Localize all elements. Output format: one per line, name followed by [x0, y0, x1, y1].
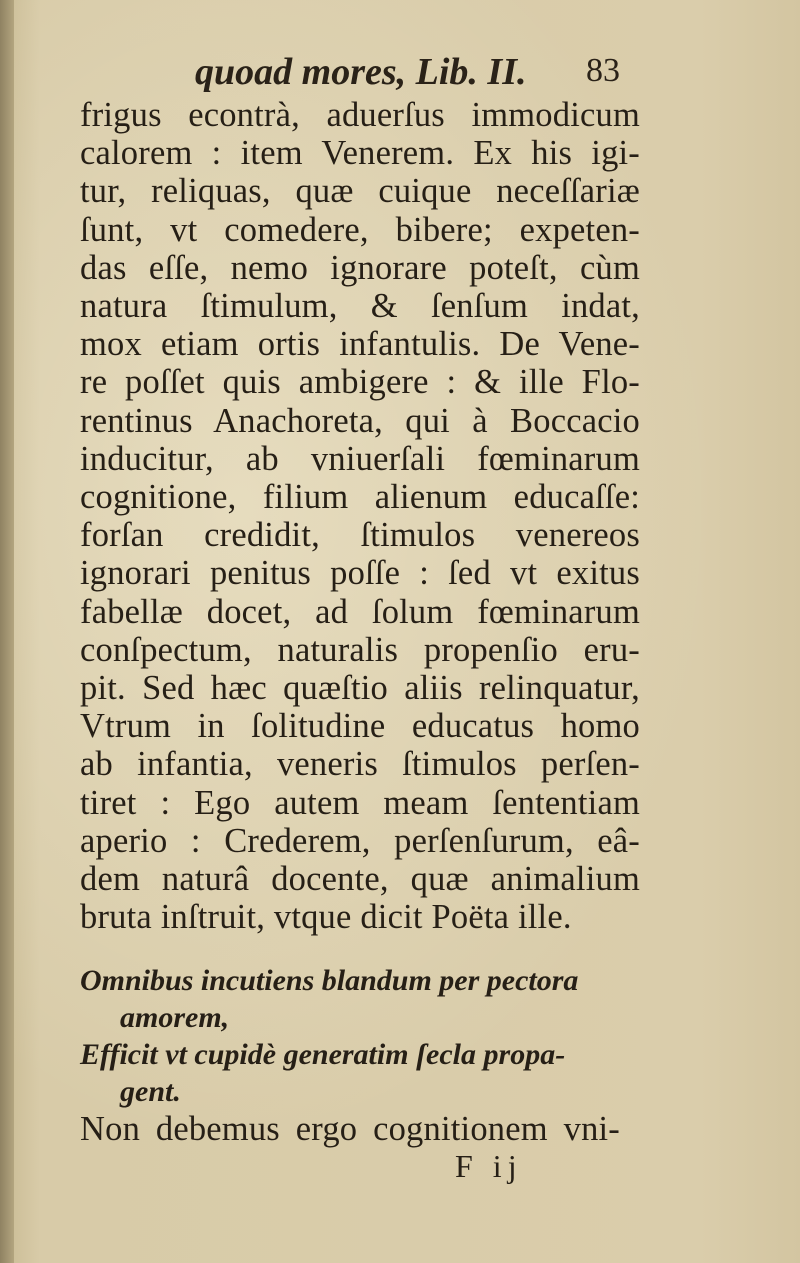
- text-line: fabellæ docet, ad ſolum fœminarum: [80, 592, 640, 631]
- text-line: ignorari penitus poſſe : ſed vt exitus: [80, 554, 640, 593]
- verse-line: Efficit vt cupidè generatim ſecla propa-: [80, 1038, 566, 1071]
- text-line: ab infantia, veneris ſtimulos perſen-: [80, 745, 640, 784]
- signature-mark: F ij: [455, 1148, 523, 1184]
- text-line: tiret : Ego autem meam ſententiam: [80, 783, 640, 822]
- main-text: [80, 96, 640, 936]
- text-line: cognitione, filium alienum educaſſe:: [80, 478, 640, 517]
- text-line: tur, reliquas, quæ cuique neceſſariæ: [80, 172, 640, 211]
- text-line: natura ſtimulum, & ſenſum indat,: [80, 287, 640, 326]
- closing-text: [80, 1110, 620, 1148]
- text-line: inducitur, ab vniuerſali fœminarum: [80, 439, 640, 478]
- text-line: bruta inſtruit, vtque dicit Poëta ille.: [80, 898, 572, 937]
- text-line: Non debemus ergo cognitionem vni-: [80, 1110, 620, 1148]
- text-line: rentinus Anachoreta, qui à Boccacio: [80, 401, 640, 440]
- text-line: re poſſet quis ambigere : & ille Flo-: [80, 363, 640, 402]
- text-line: ſunt, vt comedere, bibere; expeten-: [80, 210, 640, 249]
- text-line: aperio : Crederem, perſenſurum, eâ-: [80, 821, 640, 860]
- verse-line: gent.: [120, 1075, 181, 1108]
- text-line: calorem : item Venerem. Ex his igi-: [80, 134, 640, 173]
- verse-quotation: [80, 962, 640, 1110]
- text-line: das eſſe, nemo ignorare poteſt, cùm: [80, 248, 640, 287]
- running-head: quoad mores, Lib. II.: [195, 51, 527, 93]
- text-line: pit. Sed hæc quæſtio aliis relinquatur,: [80, 669, 640, 708]
- text-line: mox etiam ortis infantulis. De Vene-: [80, 325, 640, 364]
- page-number: 83: [586, 52, 620, 89]
- verse-line: amorem,: [120, 1001, 230, 1034]
- page-gutter: [0, 0, 14, 1263]
- verse-line: Omnibus incutiens blandum per pectora: [80, 964, 579, 997]
- page-header: [195, 50, 635, 96]
- text-line: frigus econtrà, aduerſus immodicum: [80, 96, 640, 134]
- text-line: conſpectum, naturalis propenſio eru-: [80, 630, 640, 669]
- text-line: Vtrum in ſolitudine educatus homo: [80, 707, 640, 746]
- text-line: dem naturâ docente, quæ animalium: [80, 860, 640, 899]
- text-line: forſan credidit, ſtimulos venereos: [80, 516, 640, 555]
